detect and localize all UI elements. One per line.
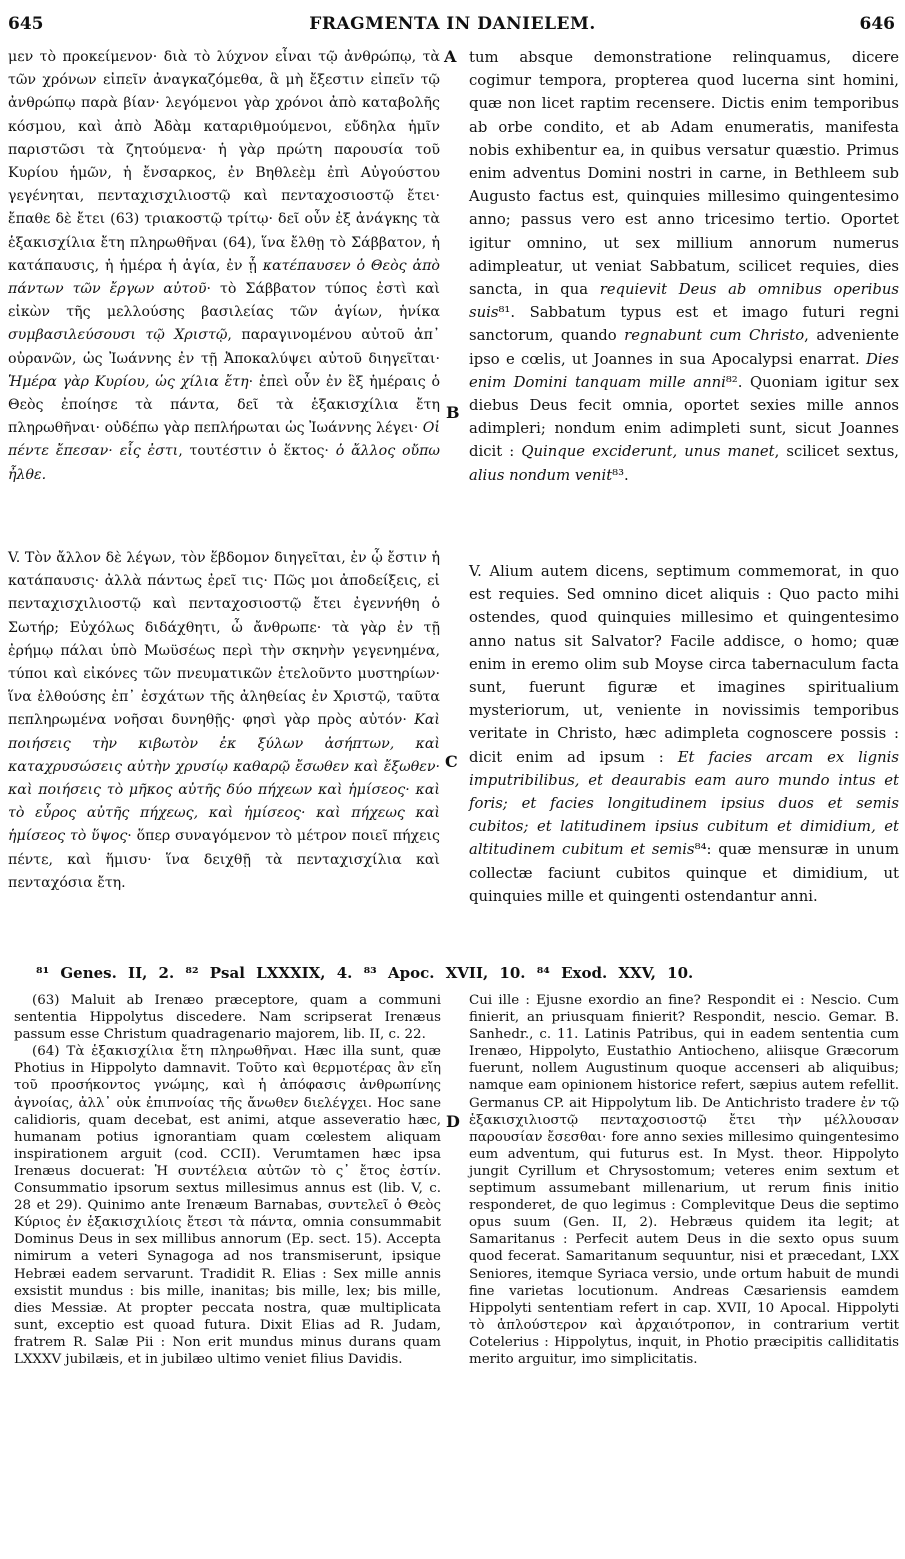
latin-text: ⁸³. (612, 466, 629, 484)
greek-quote: κατέπαυσεν ὁ Θεὸς ἀπὸ πάντων τῶν ἔργων αὐτοῦ (8, 257, 440, 298)
greek-paragraph-1 (8, 46, 440, 487)
greek-text: μεν τὸ προκείμενον· διὰ τὸ λύχνον εἶναι τῷ ἀνθρώπῳ, τὰ τῶν χρόνων εἰπεῖν ἀναγκαζόμεθα, ἃ μὴ ἔξεστιν εἰπεῖν τῷ ἀνθρώπῳ παρὰ βίαν· λεγόμενοι γὰρ χρόνοι ἀπὸ καταβολῆς κόσμου, καὶ ἀπὸ Ἀδὰμ καταριθμούμενοι, εὔδηλα ἡμῖν παριστῶσι τὰ ζητούμενα· ἡ γὰρ πρώτη παρουσία τοῦ Κυρίου ἡμῶν, ἡ ἔνσαρκος, ἐν Βηθλεὲμ ἐπὶ Αὐγούστου γεγένηται, πενταχισχιλιοστῷ καὶ πενταχοσιοστῷ ἔτει· ἔπαθε δὲ ἔτει (63) τριακοστῷ τρίτῳ· δεῖ οὖν ἐξ ἀνάγκης τὰ ἑξακισχίλια ἔτη πληρωθῆναι (64), ἵνα ἔλθῃ τὸ Σάββατον, ἡ κατάπαυσις, ἡ ἡμέρα ἡ ἁγία, ἐν ᾗ (8, 49, 440, 274)
footnotes-right-column (469, 992, 899, 1368)
greek-quote: ὁ ἄλλος οὔπω ἦλθε. (8, 443, 441, 483)
latin-quote: alius nondum venit (469, 466, 613, 484)
latin-quote: regnabunt cum Christo (624, 327, 805, 345)
running-header (0, 14, 905, 40)
latin-quote: Quinque exciderunt, unus manet (521, 443, 775, 461)
greek-text: · τὸ Σάββατον τύπος ἐστὶ καὶ εἰκὼν τῆς μελλούσης βασιλείας τῶν ἁγίων, ἡνίκα (8, 281, 440, 321)
greek-text-column (8, 46, 440, 487)
running-title: FRAGMENTA IN DANIELEM. (309, 14, 596, 34)
latin-paragraph-1 (469, 46, 899, 487)
greek-paragraph-2 (8, 547, 440, 895)
latin-text: , scilicet sextus, (774, 443, 899, 461)
page-number-left: 645 (8, 14, 44, 34)
footnote-64: (64) Τὰ ἑξακισχίλια ἔτη πληρωθῆναι. Hæc illa sunt, quæ Photius in Hippolyto damnavit. Τοῦτο καὶ θερμοτέρας ἂν εἴη τοῦ προσήκοντος γνώμης, καὶ ἡ ἀπόφασις ἀνθρωπίνης ἀγνοίας, ἀλλ᾽ οὐκ ἐπιπνοίας τῆς ἄνωθεν διελέγχει. Hoc sane calidioris, quam decebat, est animi, atque asseveratio hæc, humanam potius ignorantiam quam cœlestem aliquam inspirationem arguit (cod. CCII). Verumtamen hæc ipsa Irenæus docuerat: Ἡ συντέλεια αὐτῶν τὸ ς᾽ ἔτος ἐστίν. Consummatio ipsorum sextus millesimus annus est (lib. V, c. 28 et 29). Quinimo ante Irenæum Barnabas, συντελεῖ ὁ Θεὸς Κύριος ἐν ἑξακισχιλίοις ἔτεσι τὰ πάντα, omnia consummabit Dominus Deus in sex millibus annorum (Ep. sect. 15). Accepta nimirum a veteri Synagoga ad nos transmiserunt, ipsique Hebræi eadem servarunt. Tradidit R. Elias : Sex mille annis exsistit mundus : bis mille, inanitas; bis mille, lex; bis mille, dies Messiæ. At propter peccata nostra, quæ multiplicata sunt, exceptio est quoad futura. Dixit Elias ad R. Judam, fratrem R. Salæ Pii : Non erit mundus minus durans quam LXXXV jubilæis, et in jubilæo ultimo veniet filius Davidis. (14, 1044, 441, 1367)
latin-quote: requievit Deus ab omnibus operibus suis (469, 281, 899, 322)
footnotes-left-column (14, 992, 441, 1368)
greek-text: , παραγινομένου αὐτοῦ ἀπ᾽ οὐρανῶν, ὡς Ἰωάννης ἐν τῇ Ἀποκαλύψει αὐτοῦ διηγεῖται· (8, 327, 441, 367)
scripture-references: ⁸¹ Genes. II, 2. ⁸² Psal LXXXIX, 4. ⁸³ Apoc. XVII, 10. ⁸⁴ Exod. XXV, 10. (36, 964, 694, 982)
greek-text: V. Τὸν ἄλλον δὲ λέγων, τὸν ἕβδομον διηγεῖται, ἐν ᾧ ἔστιν ἡ κατάπαυσις· ἀλλὰ πάντως ἐρεῖ τις· Πῶς μοι ἀποδείξεις, εἰ πενταχισχιλιοστῷ καὶ πενταχοσιοστῷ ἔτει ἐγεννήθη ὁ Σωτήρ; Εὐχόλως διδάχθητι, ὦ ἄνθρωπε· τὰ γὰρ ἐν τῇ ἐρήμῳ πάλαι ὑπὸ Μωϋσέως περὶ τὴν σκηνὴν γεγενημένα, τύποι καὶ εἰκόνες τῶν πνευματικῶν ἐτελοῦντο μυστηρίων· ἵνα ἐλθούσης ἐπ᾽ ἐσχάτων τῆς ἀληθείας ἐν Χριστῷ, ταῦτα πεπληρωμένα νοῆσαι δυνηθῇς· φησὶ γὰρ πρὸς αὐτόν· (8, 550, 440, 729)
latin-paragraph-2 (469, 560, 899, 908)
greek-quote: Καὶ ποιήσεις τὴν κιβωτὸν ἐκ ξύλων ἀσήπτων, καὶ καταχρυσώσεις αὐτὴν χρυσίῳ καθαρῷ ἔσωθεν καὶ ἔξωθεν· καὶ ποιήσεις τὸ μῆκος αὐτῆς δύο πήχεων καὶ ἡμίσεος· καὶ τὸ εὖρος αὐτῆς πήχεως, καὶ ἡμίσεος· καὶ πήχεως καὶ ἡμίσεος τὸ ὕψος (8, 712, 440, 845)
margin-letter-a: A (444, 47, 457, 66)
latin-text-column (469, 46, 899, 487)
greek-quote: Οἱ πέντε ἔπεσαν· εἷς ἐστι (8, 420, 440, 460)
footnote-63: (63) Maluit ab Irenæo præceptore, quam a communi sententia Hippolytus discedere. Nam scripserat Irenæus passum esse Christum quadragenario majorem, lib. II, c. 22. (14, 993, 441, 1043)
footnote-64-continued: Cui ille : Ejusne exordio an fine? Respondit ei : Nescio. Cum finierit, an priusquam finierit? Respondit, nescio. Gemar. B. Sanhedr., c. 11. Latinis Patribus, qui in eadem sententia cum Irenæo, Hippolyto, Eustathio Antiocheno, aliisque Græcorum fuerunt, nollem Augustinum quoque accenseri ab aliquibus; namque eam opinionem historice refert, sæpius autem refellit. Germanus CP. ait Hippolytum lib. De Antichristo tradere ἐν τῷ ἑξακισχιλιοστῷ πενταχοσιοστῷ ἔτει τὴν μέλλουσαν παρουσίαν ἔσεσθαι· fore anno sexies millesimo quingentesimo eum adventum, qui futurus est. In Myst. theor. Hippolyto jungit Cyrillum et Chrysostomum; veteres enim sextum et septimum assumebant millenarium, ut rerum finis initio responderet, de quo legimus : Complevitque Deus die septimo opus suum (Gen. II, 2). Hebræus quidem ita legit; at Samaritanus : Perfecit autem Deus in die sexto opus suum quod fecerat. Samaritanum sequuntur, nisi et præcedant, LXX Seniores, itemque Syriaca versio, unde ortum habuit de mundi fine varietas locutionum. Andreas Cæsariensis eamdem Hippolyti sententiam refert in cap. XVII, 10 Apocal. Hippolyti τὸ ἁπλούστερον καὶ ἀρχαιότροπον, in contrarium vertit Cotelerius : Hippolytus, inquit, in Photio præcipitis calliditatis merito arguitur, imo simplicitatis. (469, 993, 899, 1367)
latin-text: V. Alium autem dicens, septimum commemorat, in quo est requies. Sed omnino dicet aliquis : Quo pacto mihi ostendes, quod quinquies millesimo et quingentesimo anno natus sit Salvator? Facile addisce, o homo; quæ enim in eremo olim sub Moyse circa tabernaculum facta sunt, fuerunt figuræ et imagines spiritualium mysteriorum, ut, veniente in novissimis temporibus veritate in Christo, hæc adimpleta cognoscere possis : dicit enim ad ipsum : (469, 563, 899, 766)
latin-text: ⁸¹. Sabbatum typus est et imago futuri regni sanctorum, quando (469, 304, 899, 345)
latin-quote: Dies enim Domini tanquam mille anni (469, 350, 899, 391)
latin-quote: Et facies arcam ex lignis imputribilibus, et deaurabis eam auro mundo intus et foris; et facies longitudinem ipsius duos et semis cubitos; et latitudinem ipsius cubitum et dimidium, et altitudinem cubitum et semis (469, 748, 899, 859)
latin-section-v (469, 560, 899, 908)
greek-text: · ὅπερ συναγόμενον τὸ μέτρον ποιεῖ πήχεις πέντε, καὶ ἥμισυ· ἵνα δειχθῇ τὰ πενταχισχίλια καὶ πενταχόσια ἔτη. (8, 828, 440, 891)
latin-text: tum absque demonstratione relinquamus, dicere cogimur tempora, propterea quod lucerna sint homini, quæ non licet raptim recensere. Dictis enim temporibus ab orbe condito, et ab Adam enumeratis, manifesta nobis exhibentur ea, in quibus versatur quæstio. Primus enim adventus Domini nostri in carne, in Bethleem sub Augusto factus est, quinquies millesimo quingentesimo anno; passus vero est anno tricesimo tertio. Oportet igitur omnino, ut sex millium annorum numerus adimpleatur, ut veniat Sabbatum, scilicet requies, dies sancta, in qua (469, 49, 899, 299)
latin-text: ⁸². Quoniam igitur sex diebus Deus fecit omnia, oportet sexies mille annos adimpleri; nondum enim adimpleti sunt, sicut Joannes dicit : (469, 373, 900, 461)
latin-text: , adveniente ipso e cœlis, ut Joannes in sua Apocalypsi enarrat. (469, 327, 899, 368)
margin-letter-d: D (446, 1112, 460, 1131)
margin-letter-c: C (445, 752, 458, 771)
greek-section-v (8, 547, 440, 895)
margin-letter-b: B (446, 403, 460, 422)
greek-text: , τουτέστιν ὁ ἕκτος· (178, 443, 329, 460)
greek-quote: Ἡμέρα γὰρ Κυρίου, ὡς χίλια ἔτη (8, 373, 249, 390)
page-number-right: 646 (859, 14, 895, 34)
greek-quote: συμβασιλεύσουσι τῷ Χριστῷ (8, 327, 228, 344)
latin-text: ⁸⁴: quæ mensuræ in unum collectæ faciunt cubitos quinque et dimidium, ut quinquies mille et quingenti ostendantur anni. (469, 841, 899, 905)
greek-text: · ἐπεὶ οὖν ἐν ἓξ ἡμέραις ὁ Θεὸς ἐποίησε τὰ πάντα, δεῖ τὰ ἑξακισχίλια ἔτη πληρωθῆναι· οὐδέπω γὰρ πεπλήρωται ὡς Ἰωάννης λέγει· (8, 373, 440, 437)
